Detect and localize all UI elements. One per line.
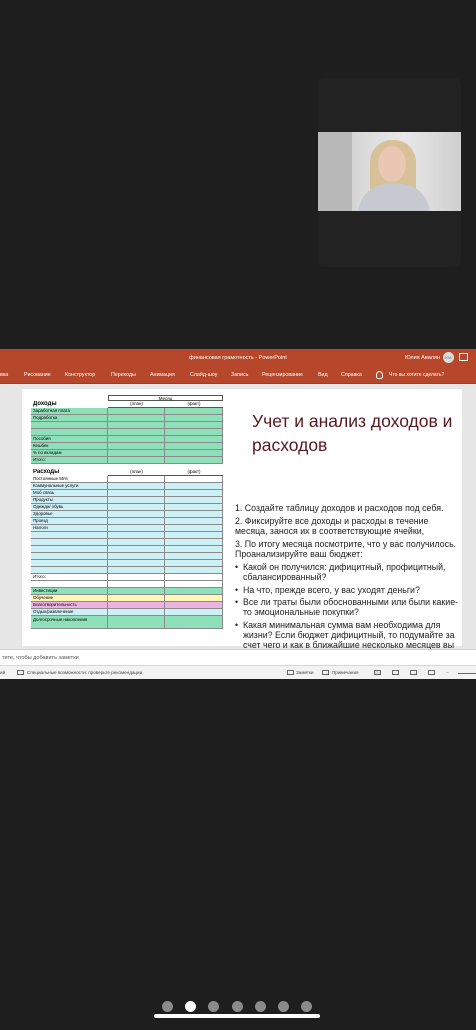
tell-me-search[interactable]: Что вы хотите сделать? <box>389 372 445 378</box>
slide-title: Учет и анализ доходов и расходов <box>252 411 453 455</box>
step-2: 2. Фиксируйте все доходы и расходы в течение месяца, занося их в соответствующие ячейки, <box>235 516 429 536</box>
step-1: 1. Создайте таблицу доходов и расходов под себя. <box>235 503 444 513</box>
tab-insert[interactable]: вка <box>0 372 9 378</box>
page-dot[interactable] <box>278 1001 289 1012</box>
status-bar <box>0 665 476 679</box>
page-dot[interactable] <box>301 1001 312 1012</box>
page-dot[interactable] <box>208 1001 219 1012</box>
slide[interactable] <box>22 389 462 650</box>
powerpoint-window <box>0 349 476 679</box>
status-left: ий <box>0 670 6 675</box>
notes-icon <box>287 670 294 675</box>
participant-video-tile[interactable] <box>318 78 461 267</box>
page-dot[interactable] <box>255 1001 266 1012</box>
income-header-row: Доходы (план) (факт) <box>31 401 223 408</box>
table-row <box>31 532 223 539</box>
slide-body <box>235 503 460 672</box>
avatar[interactable]: ЮА <box>443 352 454 363</box>
table-row <box>31 539 223 546</box>
accessibility-status[interactable]: Специальные возможности: проверьте рекомендации <box>27 670 143 675</box>
comments-icon <box>322 670 329 675</box>
page-dot-active[interactable] <box>185 1001 196 1012</box>
restore-window-icon[interactable] <box>459 353 468 361</box>
slideshow-icon[interactable] <box>428 670 435 675</box>
ribbon-tabs <box>0 367 476 384</box>
expense-header-row: Расходы (план) (факт) <box>31 469 223 476</box>
table-row: Отдых/развлечение <box>31 609 223 616</box>
home-indicator[interactable] <box>154 1014 320 1018</box>
table-row: Пособия <box>31 436 223 443</box>
tab-help[interactable]: Справка <box>341 372 362 378</box>
slide-canvas <box>0 384 476 649</box>
table-row: % по вкладам <box>31 450 223 457</box>
zoom-out-icon[interactable]: − <box>446 670 449 675</box>
table-row <box>31 422 223 429</box>
table-row: Подработка <box>31 415 223 422</box>
zoom-slider[interactable] <box>458 673 476 674</box>
accessibility-icon <box>17 670 24 675</box>
bullet-item: • На что, прежде всего, у вас уходят деньги? <box>235 585 460 595</box>
tab-transitions[interactable]: Переходы <box>111 372 136 378</box>
comments-button[interactable]: Примечания <box>332 670 359 675</box>
document-title: финансовая грамотность - PowerPoint <box>189 355 287 361</box>
month-header: Месяц <box>108 395 223 401</box>
tab-view[interactable]: Вид <box>318 372 328 378</box>
page-dot[interactable] <box>162 1001 173 1012</box>
table-row <box>31 553 223 560</box>
tab-design[interactable]: Конструктор <box>65 372 96 378</box>
tab-review[interactable]: Рецензирование <box>262 372 303 378</box>
income-total-row: Итого: <box>31 457 223 464</box>
bullet-item: • Какой он получился: дифицитный, профицитный, сбалансированный? <box>235 562 460 582</box>
table-row: Благотворительность <box>31 602 223 609</box>
table-row: Постоянные 55% <box>31 476 223 483</box>
table-row <box>31 546 223 553</box>
table-row: Проезд <box>31 518 223 525</box>
page-indicator <box>0 1001 476 1013</box>
page-dot[interactable] <box>232 1001 243 1012</box>
table-row <box>31 567 223 574</box>
table-row: Заработная плата <box>31 408 223 415</box>
table-row: Кешбек <box>31 443 223 450</box>
table-row: Налоги <box>31 525 223 532</box>
step-3: 3. По итогу месяца посмотрите, что у вас получилось. Проанализируйте ваш бюджет: <box>235 539 457 559</box>
tab-animations[interactable]: Анимация <box>150 372 175 378</box>
expense-total-row: Итого: <box>31 574 223 581</box>
tab-slideshow[interactable]: Слайд-шоу <box>190 372 218 378</box>
table-row: Здоровье <box>31 511 223 518</box>
notes-pane[interactable]: тите, чтобы добавить заметки <box>0 649 476 665</box>
title-bar <box>0 349 476 367</box>
normal-view-icon[interactable] <box>374 670 381 675</box>
table-row: Обучение <box>31 595 223 602</box>
table-row <box>31 581 223 588</box>
slide-sorter-icon[interactable] <box>392 670 399 675</box>
bullet-item: • Какая минимальная сумма вам необходима для жизни? Если бюджет дифицитный, то подумайте за счет чего и как в ближайшие несколько месяцев вы <box>235 620 460 670</box>
table-row <box>31 429 223 436</box>
table-row: Долгосрочные накопления <box>31 616 223 629</box>
user-name[interactable]: Юлия Авалян <box>405 355 440 361</box>
tab-record[interactable]: Запись <box>231 372 249 378</box>
notes-button[interactable]: Заметки <box>296 670 314 675</box>
table-row: Одежда/ обувь <box>31 504 223 511</box>
table-row: Моб связь <box>31 490 223 497</box>
reading-view-icon[interactable] <box>410 670 417 675</box>
lightbulb-icon <box>376 371 383 379</box>
table-row: Коммунальные услуги <box>31 483 223 490</box>
bullet-item: • Все ли траты были обоснованными или были какие-то эмоциональные покупки? <box>235 597 460 617</box>
table-row: Продукты <box>31 497 223 504</box>
table-row <box>31 560 223 567</box>
table-row: Инвестиции <box>31 588 223 595</box>
participant-video <box>318 132 461 211</box>
tab-draw[interactable]: Рисование <box>24 372 51 378</box>
